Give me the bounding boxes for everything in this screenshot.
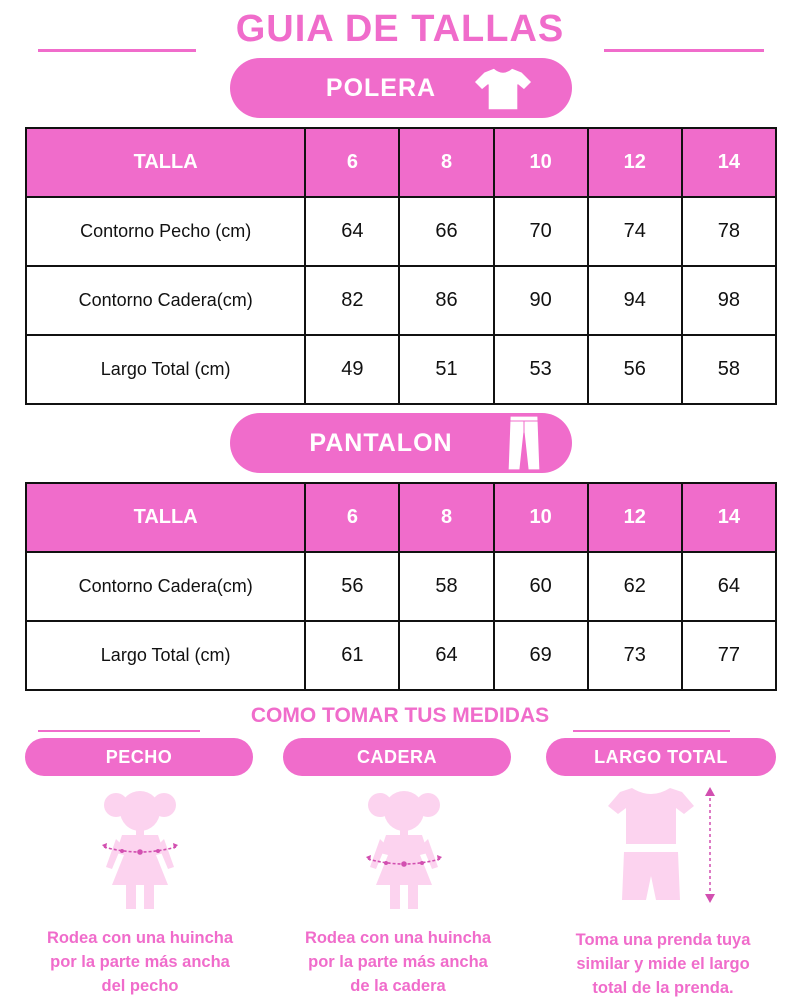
- table-row: [26, 266, 776, 335]
- clothes-length-measure-icon: [604, 782, 734, 910]
- polera-label: POLERA: [325, 73, 437, 102]
- pantalon-section-pill: [230, 413, 572, 473]
- row-label: Largo Total (cm): [26, 335, 305, 404]
- table-header-row: [26, 128, 776, 197]
- pecho-caption: [20, 926, 260, 998]
- table-cell: 94: [588, 266, 682, 335]
- table-cell: 64: [399, 621, 493, 690]
- header-cell: 8: [399, 128, 493, 197]
- pecho-label: PECHO: [105, 746, 173, 767]
- medidas-title-row: [0, 700, 800, 736]
- table-cell: 64: [682, 552, 776, 621]
- table-cell: 86: [399, 266, 493, 335]
- header-cell: 12: [588, 128, 682, 197]
- table-cell: 90: [494, 266, 588, 335]
- caption-line: similar y mide el largo: [576, 955, 750, 973]
- table-cell: 51: [399, 335, 493, 404]
- caption-line: Rodea con una huincha: [304, 929, 492, 947]
- table-row: [26, 621, 776, 690]
- table-cell: 58: [399, 552, 493, 621]
- medidas-divider-right: [573, 730, 730, 732]
- header-cell: 6: [305, 483, 399, 552]
- caption-line: total de la prenda.: [592, 979, 734, 997]
- pantalon-label: PANTALON: [309, 428, 453, 457]
- title-row: [0, 6, 800, 56]
- table-cell: 98: [682, 266, 776, 335]
- header-cell: 6: [305, 128, 399, 197]
- cadera-pill: [283, 738, 511, 776]
- table-cell: 60: [494, 552, 588, 621]
- header-cell: 8: [399, 483, 493, 552]
- header-cell: TALLA: [26, 128, 305, 197]
- table-cell: 56: [588, 335, 682, 404]
- table-cell: 77: [682, 621, 776, 690]
- caption-line: de la cadera: [350, 977, 446, 995]
- row-label: Contorno Pecho (cm): [26, 197, 305, 266]
- pantalon-size-table: [25, 482, 777, 691]
- header-cell: 14: [682, 128, 776, 197]
- medidas-title: COMO TOMAR TUS MEDIDAS: [250, 704, 550, 727]
- table-cell: 73: [588, 621, 682, 690]
- cadera-label: CADERA: [356, 746, 437, 767]
- girl-hip-measure-icon: [356, 783, 452, 913]
- header-cell: 10: [494, 483, 588, 552]
- caption-line: Rodea con una huincha: [46, 929, 234, 947]
- table-cell: 58: [682, 335, 776, 404]
- row-label: Contorno Cadera(cm): [26, 552, 305, 621]
- table-header-row: [26, 483, 776, 552]
- cadera-caption: [278, 926, 518, 998]
- table-cell: 78: [682, 197, 776, 266]
- table-row: [26, 552, 776, 621]
- row-label: Largo Total (cm): [26, 621, 305, 690]
- table-cell: 69: [494, 621, 588, 690]
- title-divider-right: [604, 49, 764, 52]
- polera-size-table: [25, 127, 777, 405]
- page-title: GUIA DE TALLAS: [235, 8, 565, 50]
- tshirt-icon: [470, 64, 536, 121]
- girl-chest-measure-icon: [92, 783, 188, 913]
- table-row: [26, 197, 776, 266]
- pecho-pill: [25, 738, 253, 776]
- caption-line: por la parte más ancha: [308, 953, 488, 971]
- polera-section-pill: [230, 58, 572, 118]
- caption-line: Toma una prenda tuya: [575, 931, 751, 949]
- table-cell: 53: [494, 335, 588, 404]
- table-row: [26, 335, 776, 404]
- largo-total-label: LARGO TOTAL: [594, 746, 728, 767]
- table-cell: 70: [494, 197, 588, 266]
- table-cell: 62: [588, 552, 682, 621]
- header-cell: 10: [494, 128, 588, 197]
- pants-icon: [504, 413, 544, 480]
- header-cell: 14: [682, 483, 776, 552]
- table-cell: 64: [305, 197, 399, 266]
- table-cell: 61: [305, 621, 399, 690]
- caption-line: del pecho: [101, 977, 179, 995]
- table-cell: 74: [588, 197, 682, 266]
- header-cell: 12: [588, 483, 682, 552]
- caption-line: por la parte más ancha: [50, 953, 230, 971]
- table-cell: 66: [399, 197, 493, 266]
- table-cell: 56: [305, 552, 399, 621]
- largo-total-pill: [546, 738, 776, 776]
- largo-total-caption: [540, 928, 786, 1000]
- row-label: Contorno Cadera(cm): [26, 266, 305, 335]
- medidas-divider-left: [38, 730, 200, 732]
- table-cell: 49: [305, 335, 399, 404]
- table-cell: 82: [305, 266, 399, 335]
- header-cell: TALLA: [26, 483, 305, 552]
